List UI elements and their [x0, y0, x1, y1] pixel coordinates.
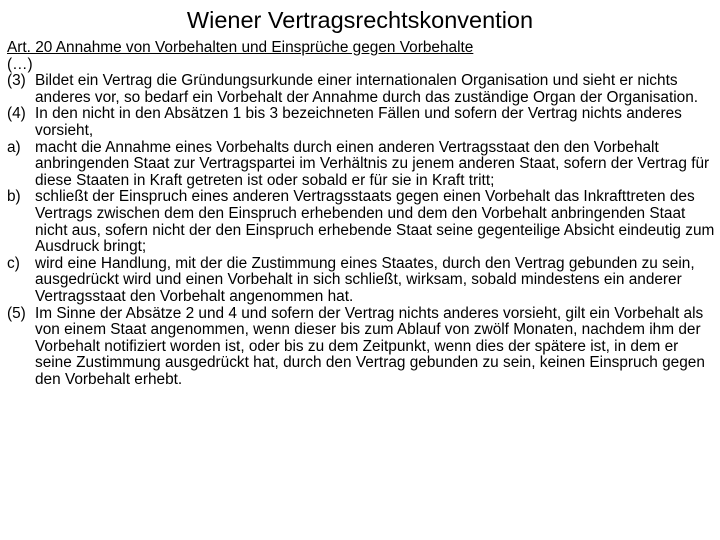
item-text: wird eine Handlung, mit der die Zustimmung eines Staates, durch den Vertrag gebunden zu sein, ausgedrückt wird und einen Vorbehalt in sich schließt, wirksam, sobald mindestens ein anderer Vertragsstaat den Vorbehalt angenommen hat.	[35, 254, 695, 305]
paragraph-text: Bildet ein Vertrag die Gründungsurkunde einer internationalen Organisation und sieht er nichts anderes vor, so bedarf ein Vorbehalt der Annahme durch das zuständige Organ der Organisation.	[35, 72, 699, 106]
ellipsis-line: (…)	[7, 55, 33, 73]
paragraph-text: Im Sinne der Absätze 2 und 4 und sofern der Vertrag nichts anderes vorsieht, gilt ein Vorbehalt als von einem Staat angenommen, wenn dieser bis zum Ablauf von zwölf Monaten, nachdem ihm der Vorbehalt notifiziert worden ist, oder bis zu dem Zeitpunkt, wenn dies der spätere ist, in dem er seine Zustimmung ausgedrückt hat, durch den Vertrag gebunden zu sein, keinen Einspruch gegen den Vorbehalt erhebt.	[35, 304, 705, 388]
paragraph-3	[7, 73, 715, 106]
paragraph-marker: (4)	[7, 105, 26, 123]
item-text: macht die Annahme eines Vorbehalts durch einen anderen Vertragsstaat den den Vorbehalt anbringenden Staat zur Vertragspartei im Verhältnis zu jenem anderen Staat, sofern der Vertrag für diese Staaten in Kraft getreten ist oder sobald er für sie in Kraft tritt;	[35, 138, 710, 189]
paragraph-marker: (5)	[7, 304, 26, 322]
item-marker: c)	[7, 254, 20, 272]
article-heading: Art. 20 Annahme von Vorbehalten und Einsprüche gegen Vorbehalte	[7, 39, 474, 56]
slide-title: Wiener Vertragsrechtskonvention	[186, 7, 534, 33]
item-a	[7, 140, 715, 190]
slide-body	[7, 40, 715, 388]
item-marker: a)	[7, 138, 21, 156]
item-b	[7, 189, 715, 255]
paragraph-text: In den nicht in den Absätzen 1 bis 3 bezeichneten Fällen und sofern der Vertrag nichts anderes vorsieht,	[35, 105, 682, 139]
paragraph-5	[7, 306, 715, 389]
paragraph-4	[7, 106, 715, 139]
item-c	[7, 256, 715, 306]
item-text: schließt der Einspruch eines anderen Vertragsstaats gegen einen Vorbehalt das Inkrafttreten des Vertrags zwischen dem den Einspruch erhebenden und dem den Vorbehalt anbringenden Staat nicht aus, sofern nicht der den Einspruch erhebende Staat seine gegenteilige Absicht eindeutig zum Ausdruck bringt;	[35, 188, 715, 256]
paragraph-marker: (3)	[7, 72, 26, 90]
item-marker: b)	[7, 188, 21, 206]
